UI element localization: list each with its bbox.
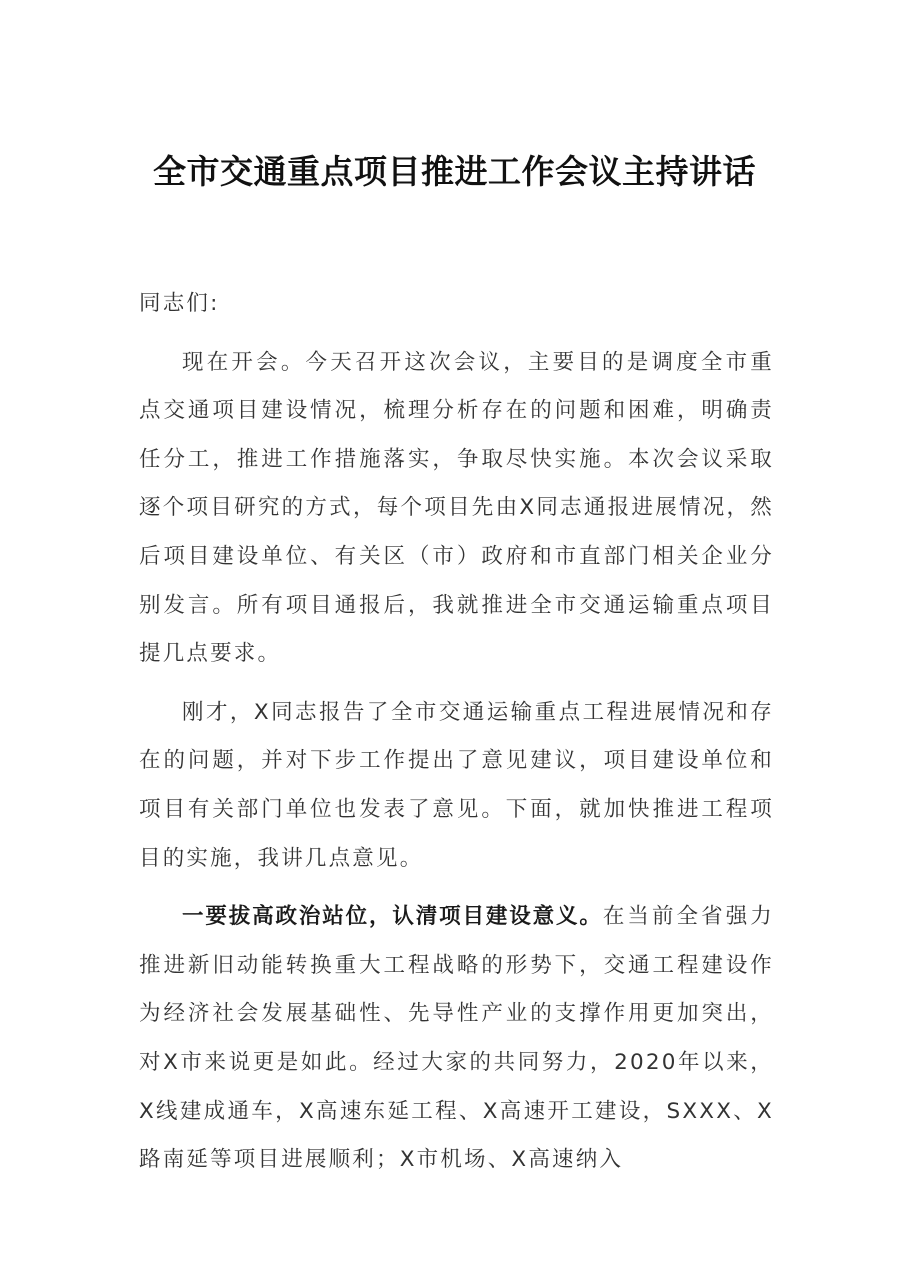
paragraph-point-one: [139, 893, 774, 1185]
paragraph-summary: [139, 689, 774, 883]
document-title: 全市交通重点项目推进工作会议主持讲话: [153, 152, 756, 191]
document-body: [139, 280, 774, 1195]
salutation: 同志们:: [139, 291, 220, 316]
paragraph-text: 在当前全省强力推进新旧动能转换重大工程战略的形势下，交通工程建设作为经济社会发展基础性、先导性产业的支撑作用更加突出，对X市来说更是如此。经过大家的共同努力，2020年以来，X线建成通车，X高速东延工程、X高速开工建设，SXXX、X路南延等项目进展顺利；X市机场、X高速纳入: [139, 904, 774, 1173]
paragraph-text: 现在开会。今天召开这次会议，主要目的是调度全市重点交通项目建设情况，梳理分析存在的问题和困难，明确责任分工，推进工作措施落实，争取尽快实施。本次会议采取逐个项目研究的方式，每个项目先由X同志通报进展情况，然后项目建设单位、有关区（市）政府和市直部门相关企业分别发言。所有项目通报后，我就推进全市交通运输重点项目提几点要求。: [139, 349, 774, 667]
paragraph-opening: [139, 339, 774, 679]
paragraph-lead-heading: 一要拔高政治站位，认清项目建设意义。: [182, 904, 603, 930]
paragraph-text: 刚才，X同志报告了全市交通运输重点工程进展情况和存在的问题，并对下步工作提出了意见建议，项目建设单位和项目有关部门单位也发表了意见。下面，就加快推进工程项目的实施，我讲几点意见。: [139, 699, 774, 871]
